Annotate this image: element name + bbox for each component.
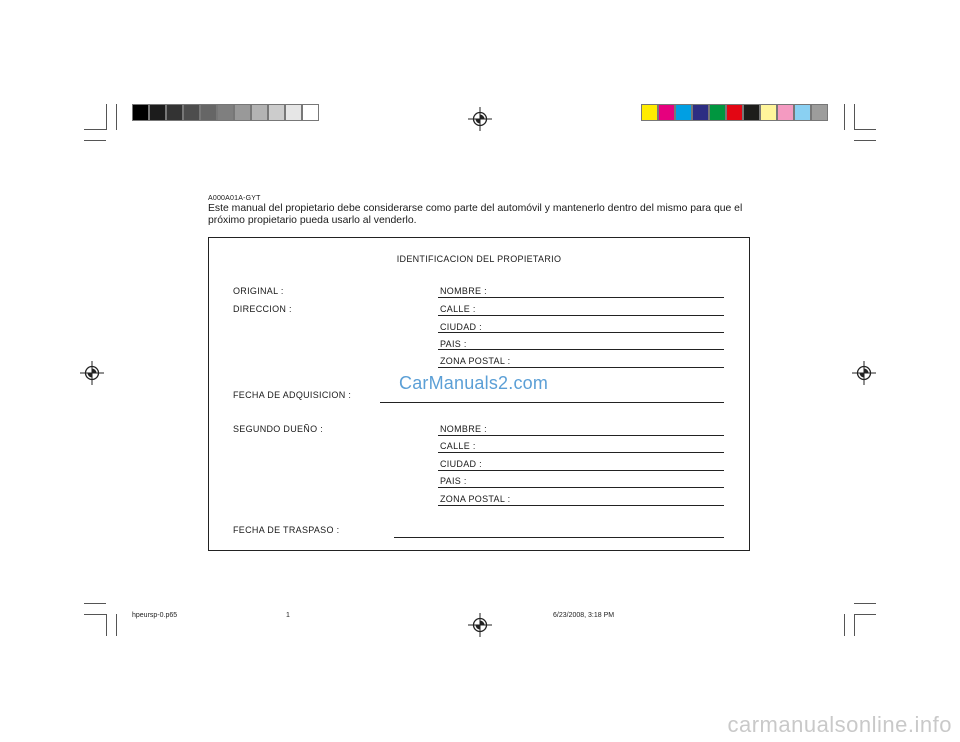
owner2-nombre-label: NOMBRE : <box>440 424 487 434</box>
owner1-nombre-label: NOMBRE : <box>440 286 487 296</box>
color-swatch <box>200 104 217 121</box>
owner2-zona-postal-label: ZONA POSTAL : <box>440 494 511 504</box>
crop-mark <box>854 140 876 141</box>
color-swatch <box>675 104 692 121</box>
owner1-pais-label: PAIS : <box>440 339 467 349</box>
owner2-ciudad-label: CIUDAD : <box>440 459 482 469</box>
crop-mark <box>854 104 855 130</box>
process-color-bar <box>641 104 828 121</box>
direccion-label: DIRECCION : <box>233 304 292 314</box>
owner-identification-form <box>208 237 750 551</box>
original-label: ORIGINAL : <box>233 286 284 296</box>
color-swatch <box>183 104 200 121</box>
color-swatch <box>251 104 268 121</box>
color-swatch <box>285 104 302 121</box>
carmanuals-watermark: CarManuals2.com <box>399 373 549 393</box>
owner1-ciudad-field[interactable] <box>438 332 724 333</box>
color-swatch <box>217 104 234 121</box>
segundo-dueno-label: SEGUNDO DUEÑO : <box>233 424 324 434</box>
color-swatch <box>777 104 794 121</box>
crop-mark <box>84 603 106 604</box>
footer-timestamp: 6/23/2008, 3:18 PM <box>553 612 615 619</box>
owner1-nombre-field[interactable] <box>438 297 724 298</box>
crop-mark <box>854 129 876 130</box>
crop-mark <box>854 603 876 604</box>
crop-mark <box>106 104 107 130</box>
registration-mark-icon <box>852 361 876 385</box>
color-swatch <box>760 104 777 121</box>
crop-mark <box>854 614 855 636</box>
owner2-zona-postal-field[interactable] <box>438 505 724 506</box>
color-swatch <box>641 104 658 121</box>
owner2-calle-label: CALLE : <box>440 441 476 451</box>
crop-mark <box>116 104 117 130</box>
crop-mark <box>844 614 845 636</box>
color-swatch <box>166 104 183 121</box>
owner2-calle-field[interactable] <box>438 452 724 453</box>
fecha-adquisicion-label: FECHA DE ADQUISICION : <box>233 390 352 400</box>
owner1-calle-label: CALLE : <box>440 304 476 314</box>
color-swatch <box>234 104 251 121</box>
gray-color-bar <box>132 104 319 121</box>
color-swatch <box>132 104 149 121</box>
crop-mark <box>84 129 106 130</box>
color-swatch <box>268 104 285 121</box>
fecha-traspaso-label: FECHA DE TRASPASO : <box>233 525 340 535</box>
fecha-adquisicion-field[interactable] <box>380 402 724 403</box>
owner2-nombre-field[interactable] <box>438 435 724 436</box>
owner1-calle-field[interactable] <box>438 315 724 316</box>
crop-mark <box>84 614 106 615</box>
color-swatch <box>709 104 726 121</box>
fecha-traspaso-field[interactable] <box>394 537 724 538</box>
color-swatch <box>726 104 743 121</box>
owner1-zona-postal-label: ZONA POSTAL : <box>440 356 511 366</box>
color-swatch <box>658 104 675 121</box>
footer-filename: hpeursp-0.p65 <box>132 612 178 619</box>
owner2-ciudad-field[interactable] <box>438 470 724 471</box>
owner2-pais-field[interactable] <box>438 487 724 488</box>
color-swatch <box>149 104 166 121</box>
color-swatch <box>811 104 828 121</box>
color-swatch <box>794 104 811 121</box>
color-swatch <box>743 104 760 121</box>
form-title: IDENTIFICACION DEL PROPIETARIO <box>396 254 562 264</box>
crop-mark <box>116 614 117 636</box>
color-swatch <box>692 104 709 121</box>
crop-mark <box>844 104 845 130</box>
crop-mark <box>84 140 106 141</box>
registration-mark-icon <box>468 107 492 131</box>
registration-mark-icon <box>80 361 104 385</box>
owner1-pais-field[interactable] <box>438 349 724 350</box>
section-code: A000A01A-GYT <box>208 195 261 202</box>
site-watermark: carmanualsonline.info <box>727 712 952 737</box>
owner1-zona-postal-field[interactable] <box>438 367 724 368</box>
crop-mark <box>854 614 876 615</box>
crop-mark <box>106 614 107 636</box>
owner2-pais-label: PAIS : <box>440 476 467 486</box>
intro-paragraph: Este manual del propietario debe considerarse como parte del automóvil y mantenerlo dentro del mismo para que el próximo propietario pueda usarlo al venderlo. <box>208 203 743 226</box>
owner1-ciudad-label: CIUDAD : <box>440 322 482 332</box>
registration-mark-icon <box>468 613 492 637</box>
color-swatch <box>302 104 319 121</box>
footer-page-number: 1 <box>286 612 290 619</box>
